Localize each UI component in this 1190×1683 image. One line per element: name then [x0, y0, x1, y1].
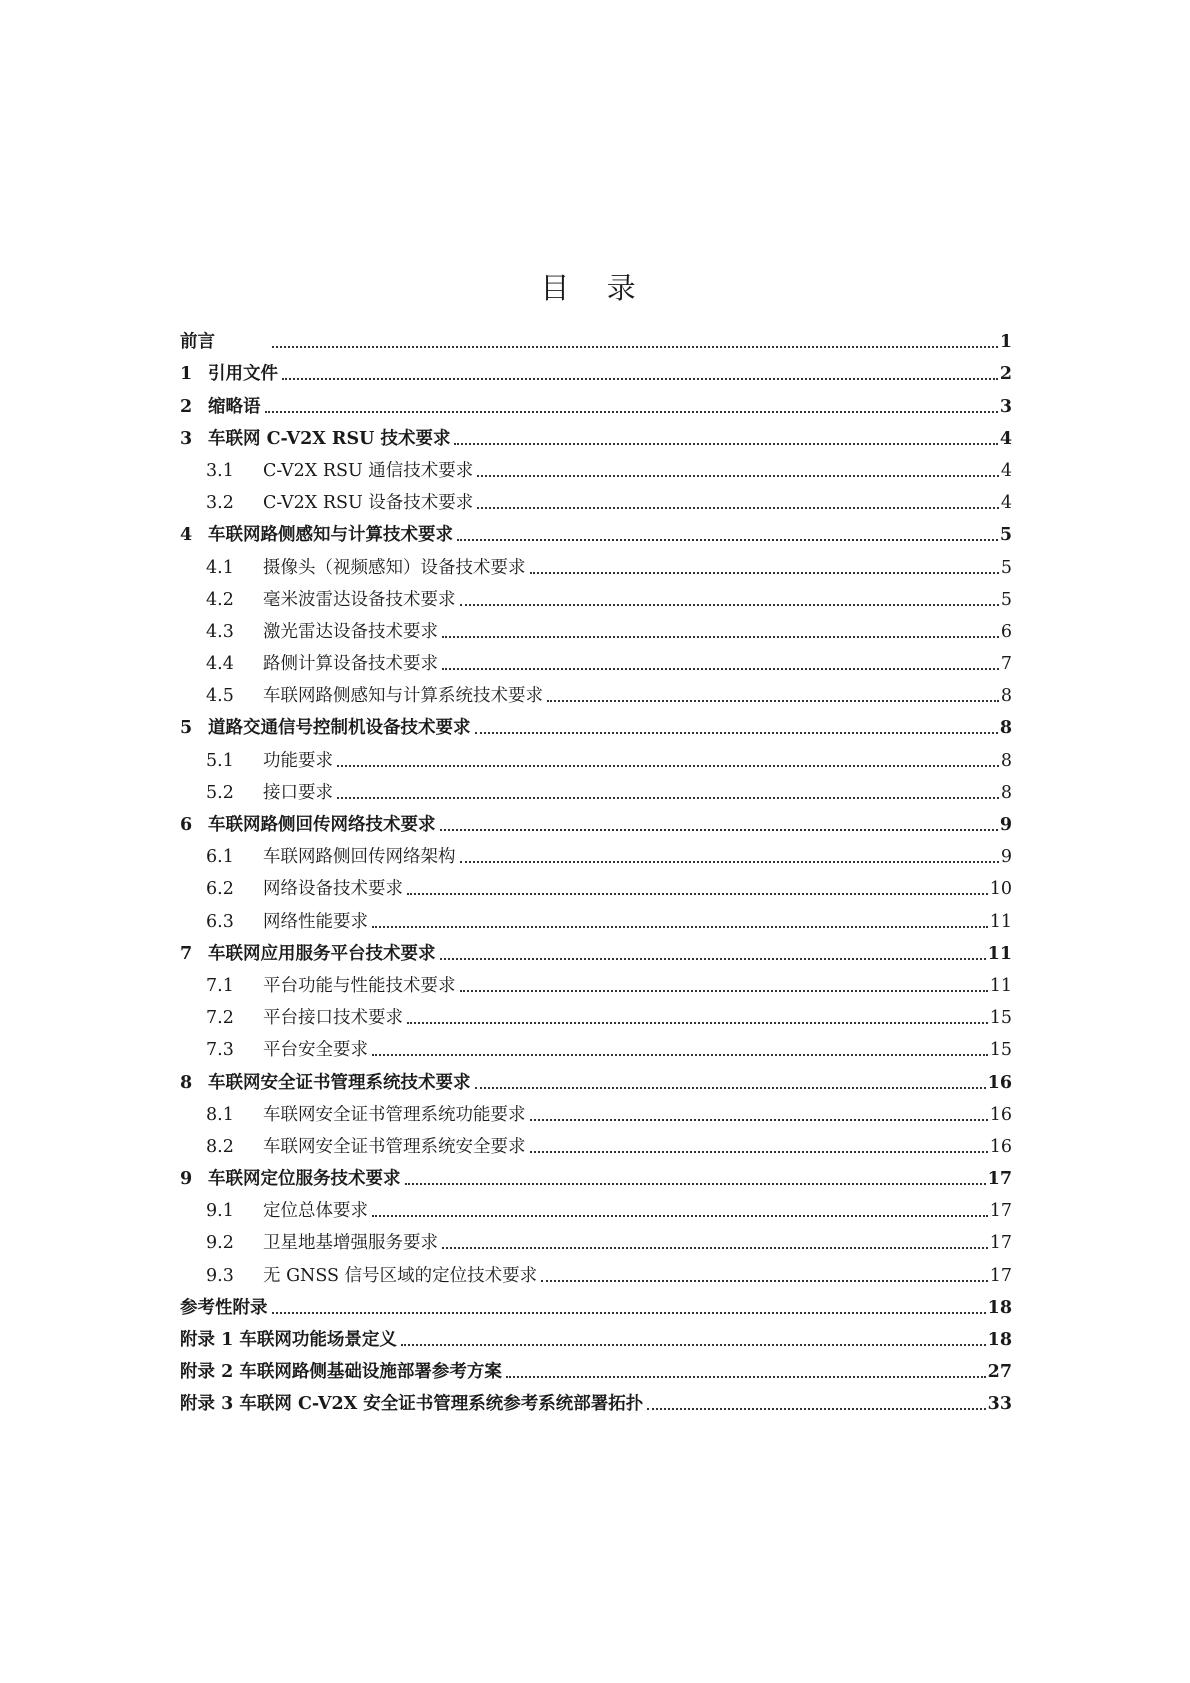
- toc-entry-label: 道路交通信号控制机设备技术要求: [208, 718, 471, 739]
- dot-leader: [407, 1022, 988, 1024]
- toc-entry-section[interactable]: [180, 872, 1012, 904]
- dot-leader: [272, 1312, 986, 1314]
- toc-entry-label: 车联网定位服务技术要求: [208, 1169, 401, 1190]
- toc-entry-label: 网络性能要求: [263, 911, 368, 932]
- toc-entry-page-number: 33: [987, 1394, 1012, 1415]
- toc-entry-label: 平台功能与性能技术要求: [263, 975, 456, 996]
- toc-entry-section[interactable]: [180, 615, 1012, 647]
- toc-entry-section[interactable]: [180, 454, 1012, 486]
- dot-leader: [442, 636, 999, 638]
- toc-entry-label: 定位总体要求: [263, 1201, 368, 1222]
- dot-leader: [530, 572, 999, 574]
- toc-entry-number: 9.2: [206, 1233, 234, 1254]
- toc-entry-chapter[interactable]: [180, 1387, 1012, 1419]
- toc-entry-page-number: 18: [987, 1330, 1012, 1350]
- dot-leader: [442, 1247, 988, 1249]
- toc-entry-chapter[interactable]: [180, 518, 1012, 550]
- toc-entry-page-number: 5: [999, 525, 1012, 546]
- dot-leader: [460, 861, 999, 863]
- dot-leader: [477, 475, 999, 477]
- toc-entry-chapter[interactable]: [180, 808, 1012, 840]
- toc-entry-section[interactable]: [180, 583, 1012, 615]
- toc-entry-chapter[interactable]: [180, 357, 1012, 389]
- toc-entry-label: 附录 3 车联网 C-V2X 安全证书管理系统参考系统部署拓扑: [180, 1394, 644, 1415]
- dot-leader: [401, 1344, 986, 1346]
- dot-leader: [265, 411, 998, 413]
- toc-entry-page-number: 17: [989, 1265, 1012, 1286]
- toc-entry-page-number: 5: [1000, 557, 1012, 578]
- toc-entry-number: 9: [180, 1169, 193, 1190]
- dot-leader: [407, 893, 988, 895]
- toc-entry-section[interactable]: [180, 550, 1012, 582]
- toc-entry-page-number: 3: [999, 396, 1012, 417]
- toc-entry-section[interactable]: [180, 486, 1012, 518]
- toc-entry-label: 参考性附录: [180, 1297, 268, 1318]
- toc-title: 目 录: [540, 271, 650, 305]
- toc-entry-page-number: 10: [989, 879, 1012, 900]
- toc-entry-number: 6.1: [206, 847, 234, 868]
- toc-entry-number: 1: [180, 364, 193, 385]
- toc-entry-page-number: 11: [989, 911, 1012, 932]
- toc-entry-number: 6.2: [206, 879, 234, 900]
- toc-entry-label: 摄像头（视频感知）设备技术要求: [263, 557, 526, 578]
- toc-entry-label: 附录 1 车联网功能场景定义: [180, 1330, 397, 1350]
- toc-entry-chapter[interactable]: [180, 1355, 1012, 1387]
- toc-entry-number: 8.1: [206, 1104, 234, 1125]
- toc-entry-number: 8: [180, 1072, 193, 1093]
- toc-entry-number: 4.3: [206, 621, 234, 642]
- dot-leader: [506, 1376, 986, 1378]
- toc-entry-chapter[interactable]: [180, 389, 1012, 421]
- toc-entry-chapter[interactable]: [180, 1162, 1012, 1194]
- dot-leader: [440, 829, 998, 831]
- table-of-contents: [180, 325, 1012, 1419]
- toc-entry-section[interactable]: [180, 679, 1012, 711]
- dot-leader: [337, 765, 999, 767]
- toc-entry-section[interactable]: [180, 1130, 1012, 1162]
- toc-entry-number: 5.1: [206, 750, 234, 771]
- toc-entry-label: 缩略语: [208, 396, 261, 417]
- toc-entry-section[interactable]: [180, 904, 1012, 936]
- toc-entry-page-number: 8: [1000, 750, 1012, 771]
- toc-entry-number: 4.1: [206, 557, 234, 578]
- toc-entry-page-number: 11: [989, 975, 1012, 996]
- toc-entry-label: 网络设备技术要求: [263, 879, 403, 900]
- toc-entry-label: C-V2X RSU 通信技术要求: [263, 460, 474, 481]
- dot-leader: [454, 443, 997, 445]
- dot-leader: [337, 797, 999, 799]
- dot-leader: [372, 1054, 988, 1056]
- toc-entry-section[interactable]: [180, 1194, 1012, 1226]
- toc-entry-number: 5: [180, 718, 193, 739]
- toc-entry-label: 车联网安全证书管理系统技术要求: [208, 1072, 471, 1093]
- toc-entry-page-number: 8: [1000, 686, 1012, 707]
- toc-entry-label: 引用文件: [208, 364, 278, 385]
- dot-leader: [475, 732, 998, 734]
- toc-entry-number: 7.1: [206, 975, 234, 996]
- toc-entry-page-number: 27: [987, 1362, 1012, 1383]
- dot-leader: [372, 1215, 988, 1217]
- toc-entry-label: 平台安全要求: [263, 1040, 368, 1061]
- toc-entry-page-number: 5: [1000, 589, 1012, 610]
- toc-entry-section[interactable]: [180, 776, 1012, 808]
- toc-entry-label: 平台接口技术要求: [263, 1008, 403, 1029]
- toc-entry-label: 车联网路侧回传网络架构: [263, 847, 456, 868]
- toc-entry-section[interactable]: [180, 969, 1012, 1001]
- toc-entry-label: 路侧计算设备技术要求: [263, 654, 438, 675]
- toc-entry-number: 6.3: [206, 911, 234, 932]
- dot-leader: [547, 700, 999, 702]
- toc-entry-section[interactable]: [180, 840, 1012, 872]
- toc-entry-page-number: 4: [999, 428, 1012, 449]
- toc-entry-page-number: 1: [999, 332, 1012, 353]
- toc-entry-page-number: 9: [999, 815, 1012, 835]
- toc-entry-page-number: 15: [989, 1008, 1012, 1029]
- toc-entry-chapter[interactable]: [180, 1323, 1012, 1355]
- toc-entry-chapter[interactable]: [180, 937, 1012, 969]
- toc-entry-section[interactable]: [180, 743, 1012, 775]
- toc-entry-section[interactable]: [180, 647, 1012, 679]
- toc-entry-number: 4: [180, 525, 193, 546]
- toc-entry-label: 车联网应用服务平台技术要求: [208, 943, 436, 964]
- toc-entry-label: 车联网路侧感知与计算技术要求: [208, 525, 453, 546]
- toc-entry-label: 无 GNSS 信号区域的定位技术要求: [263, 1265, 538, 1286]
- toc-entry-page-number: 16: [989, 1104, 1012, 1125]
- dot-leader: [272, 346, 998, 348]
- dot-leader: [440, 958, 986, 960]
- toc-entry-chapter[interactable]: [180, 711, 1012, 743]
- toc-entry-number: 9.3: [206, 1265, 234, 1286]
- toc-entry-page-number: 11: [987, 943, 1012, 964]
- toc-entry-number: 7.2: [206, 1008, 234, 1029]
- dot-leader: [372, 926, 988, 928]
- dot-leader: [541, 1280, 988, 1282]
- toc-entry-page-number: 15: [989, 1040, 1012, 1061]
- toc-entry-label: 车联网 C-V2X RSU 技术要求: [208, 428, 451, 449]
- toc-entry-number: 5.2: [206, 782, 234, 803]
- toc-entry-chapter[interactable]: [180, 422, 1012, 454]
- dot-leader: [457, 539, 998, 541]
- toc-entry-number: 4.5: [206, 686, 234, 707]
- toc-entry-chapter[interactable]: [180, 1065, 1012, 1097]
- toc-entry-page-number: 8: [1000, 782, 1012, 803]
- dot-leader: [477, 507, 999, 509]
- dot-leader: [442, 668, 999, 670]
- toc-entry-page-number: 17: [989, 1201, 1012, 1222]
- toc-entry-label: 毫米波雷达设备技术要求: [263, 589, 456, 610]
- toc-entry-number: 4.2: [206, 589, 234, 610]
- dot-leader: [460, 990, 988, 992]
- dot-leader: [530, 1119, 988, 1121]
- toc-entry-page-number: 7: [1000, 654, 1012, 675]
- toc-entry-section[interactable]: [180, 1001, 1012, 1033]
- toc-entry-page-number: 8: [999, 718, 1012, 739]
- toc-entry-number: 4.4: [206, 654, 234, 675]
- toc-entry-page-number: 17: [989, 1233, 1012, 1254]
- toc-entry-label: 接口要求: [263, 782, 333, 803]
- toc-entry-number: 3: [180, 428, 193, 449]
- toc-entry-chapter[interactable]: [180, 325, 1012, 357]
- dot-leader: [647, 1408, 985, 1410]
- toc-entry-section[interactable]: [180, 1098, 1012, 1130]
- dot-leader: [475, 1087, 986, 1089]
- dot-leader: [282, 378, 998, 380]
- toc-entry-section[interactable]: [180, 1258, 1012, 1290]
- toc-entry-page-number: 9: [1000, 847, 1012, 868]
- toc-entry-number: 3.2: [206, 493, 234, 514]
- toc-entry-page-number: 4: [1000, 460, 1012, 481]
- toc-entry-section[interactable]: [180, 1033, 1012, 1065]
- toc-entry-number: 7: [180, 943, 193, 964]
- toc-entry-chapter[interactable]: [180, 1291, 1012, 1323]
- toc-entry-label: 激光雷达设备技术要求: [263, 621, 438, 642]
- toc-entry-number: 7.3: [206, 1040, 234, 1061]
- dot-leader: [460, 604, 999, 606]
- toc-entry-number: 9.1: [206, 1201, 234, 1222]
- dot-leader: [530, 1151, 988, 1153]
- toc-entry-number: 8.2: [206, 1136, 234, 1157]
- dot-leader: [405, 1183, 986, 1185]
- toc-entry-page-number: 6: [1000, 621, 1012, 642]
- toc-entry-page-number: 16: [989, 1136, 1012, 1157]
- toc-entry-number: 6: [180, 815, 193, 835]
- toc-entry-page-number: 17: [987, 1169, 1012, 1190]
- toc-entry-label: 车联网路侧感知与计算系统技术要求: [263, 686, 543, 707]
- toc-entry-label: C-V2X RSU 设备技术要求: [263, 493, 474, 514]
- toc-entry-number: 2: [180, 396, 193, 417]
- toc-entry-label: 车联网安全证书管理系统功能要求: [263, 1104, 526, 1125]
- toc-entry-label: 附录 2 车联网路侧基础设施部署参考方案: [180, 1362, 502, 1383]
- toc-entry-page-number: 2: [999, 364, 1012, 385]
- toc-entry-label: 功能要求: [263, 750, 333, 771]
- toc-entry-page-number: 16: [987, 1072, 1012, 1093]
- toc-entry-label: 车联网路侧回传网络技术要求: [208, 815, 436, 835]
- toc-entry-number: 3.1: [206, 460, 234, 481]
- toc-entry-label: 卫星地基增强服务要求: [263, 1233, 438, 1254]
- toc-entry-page-number: 4: [1000, 493, 1012, 514]
- toc-entry-label: 车联网安全证书管理系统安全要求: [263, 1136, 526, 1157]
- toc-entry-page-number: 18: [987, 1297, 1012, 1318]
- toc-entry-section[interactable]: [180, 1226, 1012, 1258]
- toc-entry-label: 前言: [180, 332, 215, 353]
